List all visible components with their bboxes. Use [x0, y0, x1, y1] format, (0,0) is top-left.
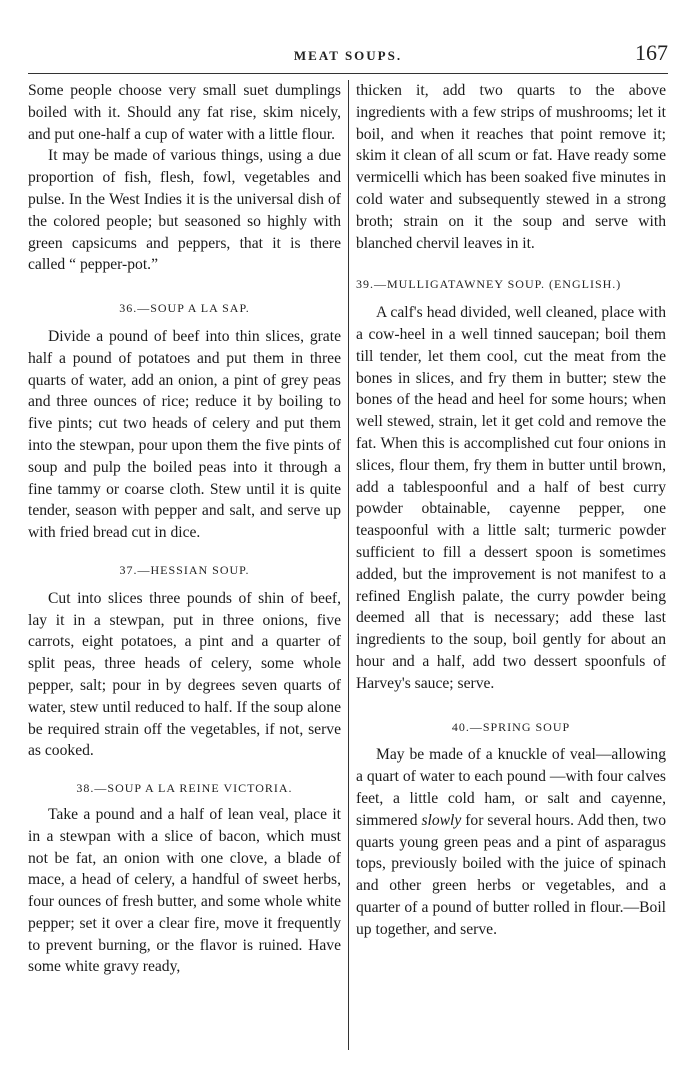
emphasis-slowly: slowly	[421, 811, 462, 829]
column-divider	[348, 80, 349, 1050]
recipe-heading-40: 40.—SPRING SOUP	[451, 719, 571, 734]
page-number: 167	[635, 40, 668, 65]
recipe-body-38: Take a pound and a half of lean veal, place it in a stewpan with a slice of bacon, which must not be fat, an onion with one clove, a blade of mace, a head of celery, a handful of sweet herbs, four ounces of fresh butter, and some whole white pepper; set it over a clear fire, move it frequently to prevent burning, or the flavor is ruined. Have some white gravy ready,	[28, 805, 341, 976]
recipe-body-40-part-a: May be made of a knuckle of veal—allowing a quart of water to each pound —with four calves feet, a little cold ham, or salt and cayenne, simmered	[356, 746, 666, 829]
recipe-heading-36: 36.—SOUP A LA SAP.	[119, 301, 250, 316]
recipe-body-37: Cut into slices three pounds of shin of beef, lay it in a stewpan, put in three onions, five carrots, eight potatoes, a pint and a quarter of split peas, three heads of celery, some whole pepper, salt; pour in by degrees seven quarts of water, stew until reduced to half. If the soup alone be required strain off the vegetables, if not, serve as cooked.	[28, 589, 341, 760]
recipe-body-40-part-b: for several hours. Add then, two quarts young green peas and a pint of asparagus tops, previously boiled with the juice of spinach and other green herbs or vegetables, and a quarter of a pound of butter rolled in flour.—Boil up together, and serve.	[356, 811, 666, 938]
recipe-heading-38: 38.—SOUP A LA REINE VICTORIA.	[76, 781, 293, 796]
recipe-body-39: A calf's head divided, well cleaned, place with a cow-heel in a well tinned saucepan; boil them till tender, let them cool, cut the meat from the bones in slices, and fry them in butter; stew the bones of the head and heel for some hours; when well stewed, strain, let it get cold and remove the fat. When this is accomplished cut four onions in slices, flour them, fry them in butter until brown, add a tablespoonful and a half of best curry powder obtainable, cayenne pepper, one teaspoonful with a little salt; turmeric powder sufficient to fill a dessert spoon is sometimes added, but the improvement is not manifest to a refined English palate, the curry powder being deemed all that is necessary; add these last ingredients to the soup, boil gently for about an hour and a half, add two dessert spoonfuls of Harvey's sauce; serve.	[356, 304, 666, 692]
running-title: MEAT SOUPS.	[293, 48, 403, 63]
recipe-heading-37: 37.—HESSIAN SOUP.	[119, 562, 250, 577]
recipe-body-40	[356, 744, 666, 940]
left-column	[28, 80, 341, 1056]
recipe-body-36: Divide a pound of beef into thin slices, grate half a pound of potatoes and put them in three quarts of water, add an onion, a pint of grey peas and three ounces of rice; reduce it by boiling to five pints; cut two heads of celery and put them into the stewpan, pour upon them the five pints of soup and pulp the boiled peas into it through a fine tammy or coarse cloth. Stew until it is quite tender, season with pepper and salt, and serve up with fried bread cut in dice.	[28, 327, 341, 542]
right-column	[356, 80, 666, 1056]
header-rule	[28, 73, 668, 74]
recipe-body-38-continued: thicken it, add two quarts to the above ingredients with a few strips of mushrooms; let it boil, and when it reaches that point remove it; skim it clean of all scum or fat. Have ready some vermicelli which has been soaked five minutes in cold water and subsequently stewed in a strong broth; strain on it the soup and serve with blanched chervil leaves in it.	[356, 82, 666, 252]
paragraph: It may be made of various things, using a due proportion of fish, flesh, fowl, vegetables and pulse. In the West Indies it is the universal dish of the colored people; but seasoned so highly with green capsicums and peppers, that it is there called “ pepper-pot.”	[28, 147, 341, 274]
paragraph: Some people choose very small suet dumplings boiled with it. Should any fat rise, skim nicely, and put one-half a cup of water with a little flour.	[28, 82, 341, 143]
recipe-heading-39: 39.—MULLIGATAWNEY SOUP. (ENGLISH.)	[356, 277, 622, 292]
running-head	[28, 40, 668, 70]
